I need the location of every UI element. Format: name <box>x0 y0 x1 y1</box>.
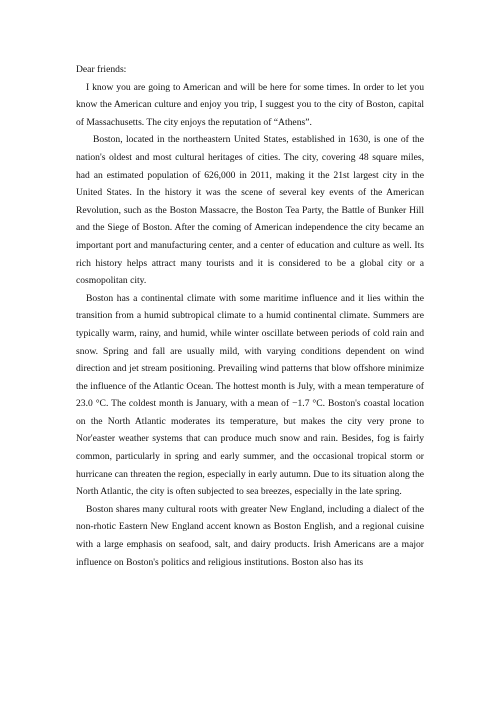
paragraph-climate: Boston has a continental climate with some maritime influence and it lies within the transition from a humid subtropical climate to a humid continental climate. Summers are typically warm, rainy, and humid, while winter oscillate between periods of cold rain and snow. Spring and fall are usually mild, with varying conditions dependent on wind direction and jet stream positioning. Prevailing wind patterns that blow offshore minimize the influence of the Atlantic Ocean. The hottest month is July, with a mean temperature of 23.0 °C. The coldest month is January, with a mean of −1.7 °C. Boston's coastal location on the North Atlantic moderates its temperature, but makes the city very prone to Nor'easter weather systems that can produce much snow and rain. Besides, fog is fairly common, particularly in spring and early summer, and the occasional tropical storm or hurricane can threaten the region, especially in early autumn. Due to its situation along the North Atlantic, the city is often subjected to sea breezes, especially in the late spring. <box>76 292 424 498</box>
paragraph-intro: I know you are going to American and will be here for some times. In order to let you know the American culture and enjoy you trip, I suggest you to the city of Boston, capital of Massachusetts. The city enjoys the reputation of “Athens”. <box>76 81 424 128</box>
letter-greeting: Dear friends: <box>76 64 127 75</box>
letter-body <box>76 61 424 571</box>
paragraph-history: Boston, located in the northeastern United States, established in 1630, is one of the nation's oldest and most cultural heritages of cities. The city, covering 48 square miles, had an estimated population of 626,000 in 2011, making it the 21st largest city in the United States. In the history it was the scene of several key events of the American Revolution, such as the Boston Massacre, the Boston Tea Party, the Battle of Bunker Hill and the Siege of Boston. After the coming of American independence the city became an important port and manufacturing center, and a center of education and culture as well. Its rich history helps attract many tourists and it is considered to be a global city or a cosmopolitan city. <box>76 134 424 287</box>
paragraph-culture: Boston shares many cultural roots with greater New England, including a dialect of the non-rhotic Eastern New England accent known as Boston English, and a regional cuisine with a large emphasis on seafood, salt, and dairy products. Irish Americans are a major influence on Boston's politics and religious institutions. Boston also has its <box>76 503 424 568</box>
